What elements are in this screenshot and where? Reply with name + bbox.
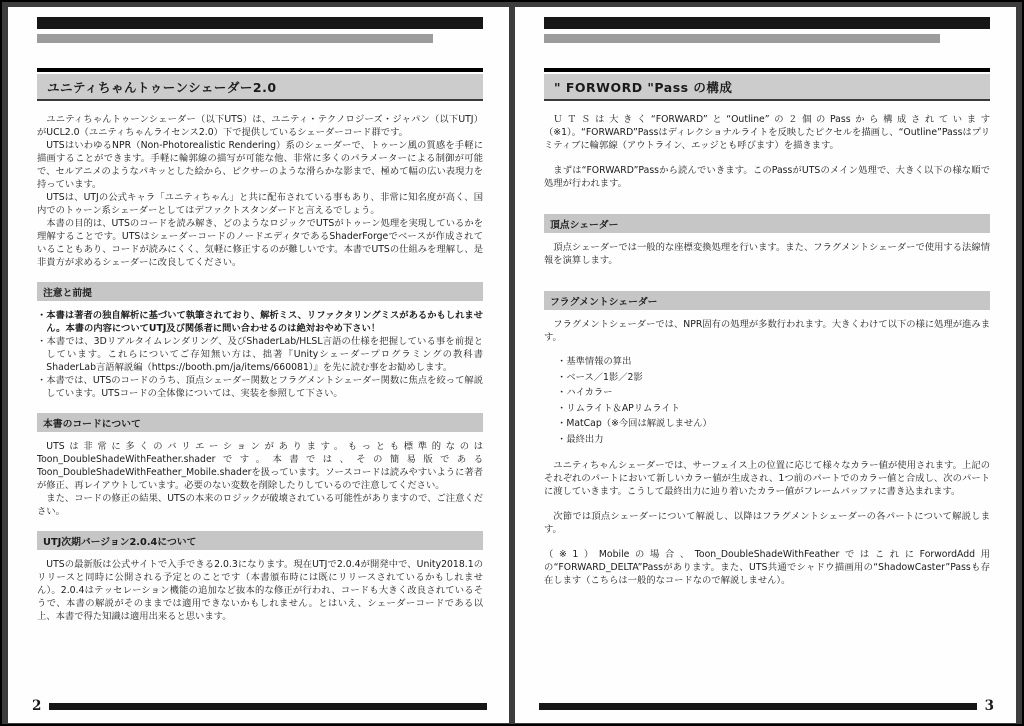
page-left <box>8 7 509 723</box>
list-item: ・リムライト＆APリムライト <box>557 402 680 414</box>
paragraph: まずは“FORWARD”Passから読んでいきます。このPassがUTSのメイン処理で、大きく以下の様な順で処理が行われます。 <box>544 165 990 189</box>
list-item: ・基準情報の算出 <box>557 356 632 367</box>
page-right-content <box>515 7 1016 723</box>
page-title: " FORWORD "Pass の構成 <box>544 74 990 101</box>
paragraph: ユニティちゃんトゥーンシェーダー（以下UTS）は、ユニティ・テクノロジーズ・ジャパン（以下UTJ）がUCL2.0（ユニティちゃんライセンス2.0）下で提供しているシェーダーコード群です。 <box>37 114 483 138</box>
paragraph: UTSはいわゆるNPR（Non-Photorealistic Rendering）系のシェーダーで、トゥーン風の質感を手軽に描画することができます。手軽に輪郭線の描写が可能な他、非常に多くのパラメーターによる制御が可能で、セルアニメのようなパキッとした絵から、ピクサーのような滑らかな影まで、極めて幅の広い表現力を持っています。 <box>37 140 483 190</box>
section-heading-notes: 注意と前提 <box>37 282 483 301</box>
paragraph: フラグメントシェーダーでは、NPR固有の処理が多数行われます。大きくわけて以下の様に処理が進みます。 <box>544 319 990 343</box>
paragraph: 次節では頂点シェーダーについて解説し、以降はフラグメントシェーダーの各パートについて解説します。 <box>544 511 990 535</box>
list-item: ・ハイカラー <box>557 387 613 398</box>
section-heading-version: UTJ次期バージョン2.0.4について <box>37 531 483 550</box>
page-number: 3 <box>984 698 994 714</box>
header-bar-gray <box>37 34 433 43</box>
footer-bar <box>539 703 977 710</box>
paragraph: ・本書では、3Dリアルタイムレンダリング、及びShaderLab/HLSL言語の仕様を把握している事を前提としています。これらについてご存知無い方は、拙著『Unityシェーダープログラミングの教科書 ShaderLab言語解説編（https://booth.pm/ja/items/660081）』を先に読む事をお勧めします。 <box>37 336 483 373</box>
paragraph: また、コードの修正の結果、UTSの本来のロジックが破壊されている可能性がありますので、ご注意ください。 <box>37 493 483 517</box>
paragraph: ・本書では、UTSのコードのうち、頂点シェーダー関数とフラグメントシェーダー関数に焦点を絞って解説しています。UTSコードの全体像については、実装を参照して下さい。 <box>37 375 483 399</box>
page-title-block <box>37 68 483 101</box>
page-title-block <box>544 68 990 101</box>
page-footer <box>539 698 994 714</box>
process-list <box>542 354 992 447</box>
list-item: ・ベース／1影／2影 <box>557 371 643 383</box>
paragraph: UTSは、UTJの公式キャラ「ユニティちゃん」と共に配布されている事もあり、非常に知名度が高く、国内でのトゥーン系シェーダーとしてはデファクトスタンダードと言えるでしょう。 <box>37 192 483 216</box>
paragraph: 本書の目的は、UTSのコードを読み解き、どのようなロジックでUTSがトゥーン処理を実現しているかを理解することです。UTSはシェーダーコードのノードエディタであるShaderForgeでベースが作成されていることもあり、コードが読みにくく、気軽に修正するのが難しいです。本書でUTSの仕組みを理解し、是非貴方が求めるシェーダーに改良してください。 <box>37 218 483 268</box>
paragraph: ユニティちゃんシェーダーでは、サーフェイス上の位置に応じて様々なカラー値が使用されます。上記のそれぞれのパートにおいて新しいカラー値が生成され、1つ前のパートでのカラー値と合成し、次のパートに渡していきます。こうして最終出力に辿り着いたカラー値がフレームバッファに書き込まれます。 <box>544 460 990 497</box>
paragraph: 頂点シェーダーでは一般的な座標変換処理を行います。また、フラグメントシェーダーで使用する法線情報を演算します。 <box>544 242 990 266</box>
header-bar-black <box>544 17 990 29</box>
page-footer <box>32 698 487 714</box>
page-left-content <box>8 7 509 723</box>
page-right <box>515 7 1016 723</box>
paragraph: ＵＴＳは大きく“FORWARD”と“Outline”の２個のPassから構成されています（※1）。“FORWARD”Passはディレクショナルライトを反映したピクセルを描画し、“Outline”Passはプリミティブに輪郭線（アウトライン、エッジとも呼びます）を描きます。 <box>544 114 990 151</box>
paragraph: ・本書は著者の独自解析に基づいて執筆されており、解析ミス、リファクタリングミスがあるかもしれません。本書の内容についてUTJ及び関係者に問い合わせるのは絶対おやめ下さい！ <box>37 310 483 334</box>
footer-bar <box>49 703 487 710</box>
section-heading-fragment-shader: フラグメントシェーダー <box>544 291 990 310</box>
header-bar-black <box>37 17 483 29</box>
header-bar-gray <box>544 34 940 43</box>
section-heading-vertex-shader: 頂点シェーダー <box>544 214 990 233</box>
paragraph: UTSは非常に多くのバリエーションがあります。もっとも標準的なのはToon_DoubleShadeWithFeather.shaderです。本書では、その簡易版であるToon_DoubleShadeWithFeather_Mobile.shaderを扱っています。ソースコードは読みやすいように著者が修正、再レイアウトしています。必要のない変数を削除したりしているので注意してください。 <box>37 441 483 491</box>
paragraph-footnote: （※1）Mobileの場合、Toon_DoubleShadeWithFeatherではこれにForwordAdd用の“FORWARD_DELTA”Passがあります。また、UTS共通でシャドウ描画用の“ShadowCaster”Passも存在します（こちらは一般的なコードなので解説しません）。 <box>544 549 990 586</box>
list-item: ・MatCap（※今回は解説しません） <box>557 418 712 429</box>
list-item: ・最終出力 <box>557 433 604 445</box>
page-number: 2 <box>32 698 42 714</box>
paragraph: UTSの最新版は公式サイトで入手できる2.0.3になります。現在UTJで2.0.4が開発中で、Unity2018.1のリリースと同時に公開される予定とのことです（本書頒布時には既にリリースされているかもしれません）。2.0.4はテッセレーション機能の追加など抜本的な修正が行われ、コードも大きく改良されているそうで、本書の解説がそのままでは適用できないかもしれません。とはいえ、シェーダーコードである以上、本書で得た知識は適用出来ると思います。 <box>37 559 483 622</box>
page-title: ユニティちゃんトゥーンシェーダー2.0 <box>37 74 483 101</box>
section-heading-code: 本書のコードについて <box>37 413 483 432</box>
